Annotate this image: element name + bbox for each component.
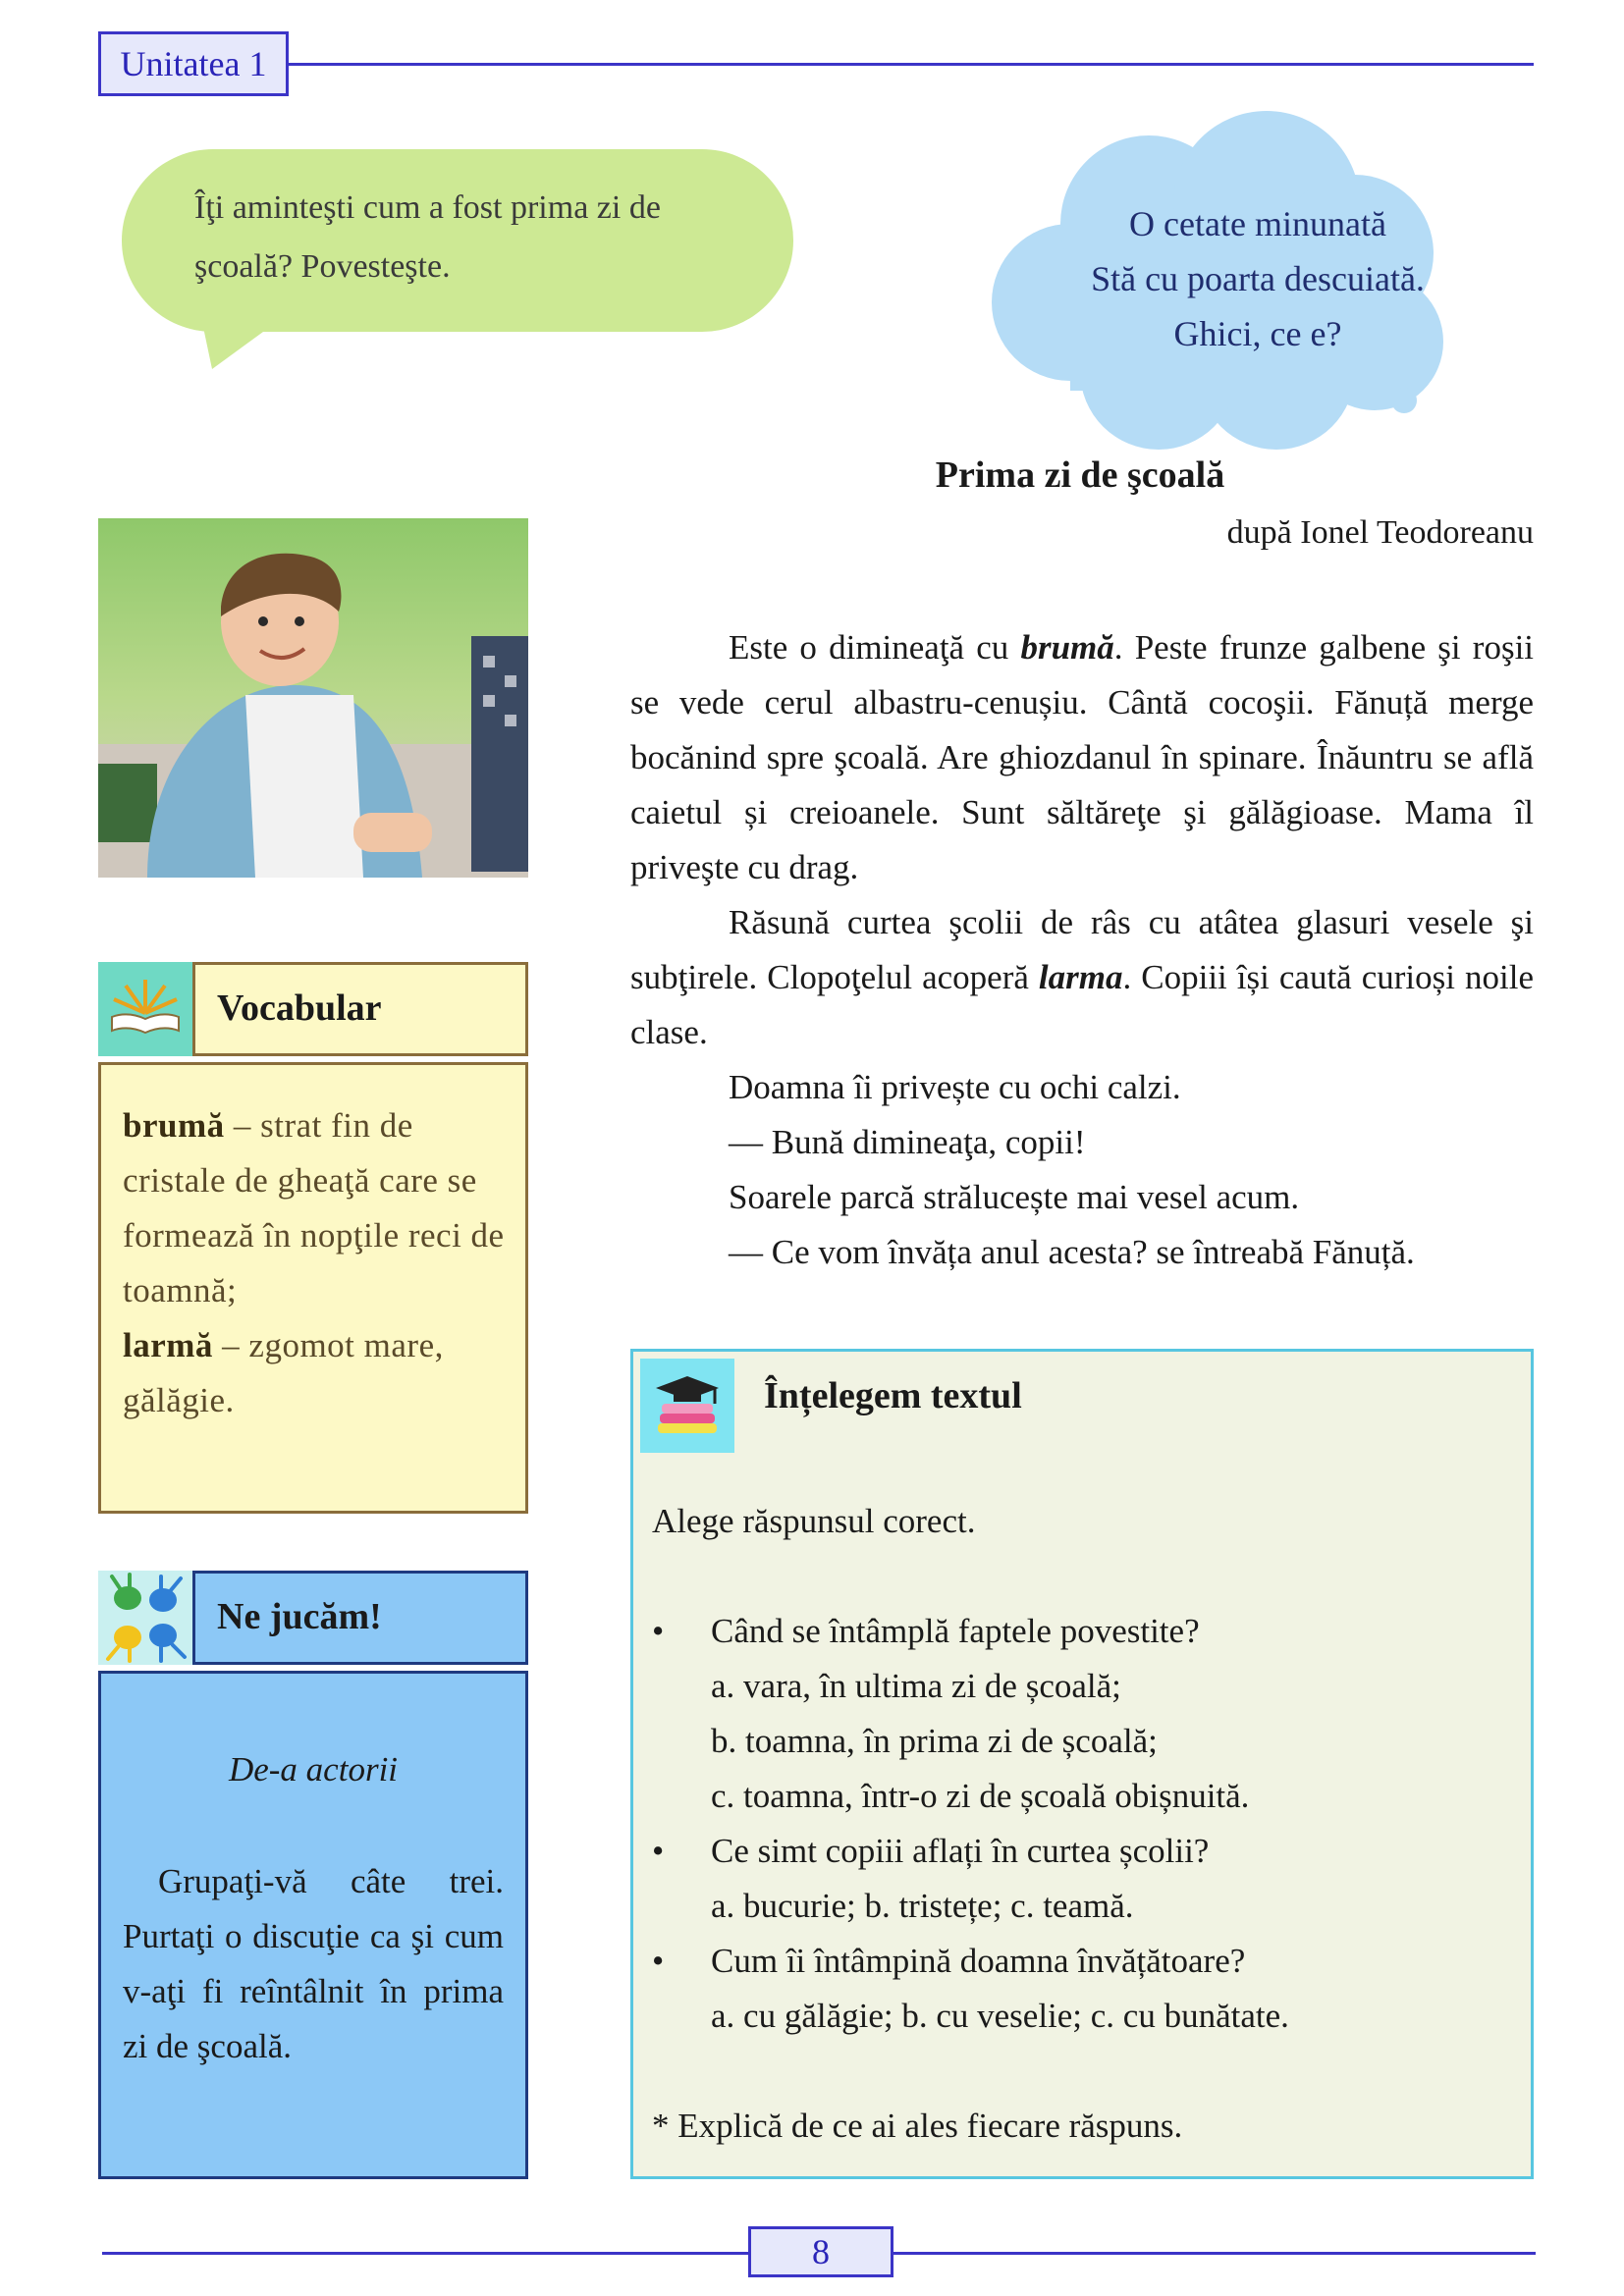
vocab-term-2: larmă xyxy=(123,1326,213,1364)
open-book-icon xyxy=(98,962,192,1056)
comprehension-questions xyxy=(652,1494,1516,2154)
question-1 xyxy=(652,1604,1516,1659)
question-3-options: a. cu gălăgie; b. cu veselie; c. cu bunătate. xyxy=(711,1997,1289,2035)
riddle-line-3: Ghici, ce e? xyxy=(1173,314,1342,353)
riddle-text xyxy=(1027,196,1489,361)
comprehension-instruction: Alege răspunsul corect. xyxy=(652,1502,976,1540)
riddle-line-1: O cetate minunată xyxy=(1129,204,1386,243)
question-1-option-b: b. toamna, în prima zi de școală; xyxy=(711,1722,1158,1760)
header-rule xyxy=(289,63,1534,66)
speech-bubble-text: Îţi aminteşti cum a fost prima zi de şcoală? Povesteşte. xyxy=(194,189,661,285)
vocab-word-larma: larma xyxy=(1038,958,1123,996)
story-p2-end: . Copiii își caută curioși noile clase. xyxy=(630,958,1534,1051)
colored-hands-icon xyxy=(98,1571,192,1665)
vocab-term-1: brumă xyxy=(123,1106,225,1145)
story-author: după Ionel Teodoreanu xyxy=(1226,514,1534,551)
question-1-text: Când se întâmplă faptele povestite? xyxy=(711,1612,1200,1650)
vocab-definition-1: – strat fin de cristale de gheaţă care se formează în nopţile reci de toamnă; xyxy=(123,1106,505,1309)
graduation-cap-books-icon xyxy=(640,1359,734,1453)
story-dialogue-1: — Bună dimineaţa, copii! xyxy=(729,1123,1086,1161)
footer-rule-right xyxy=(893,2252,1536,2255)
vocab-word-bruma: brumă xyxy=(1020,628,1114,667)
story-paragraph-1 xyxy=(630,620,1534,895)
bullet: • xyxy=(652,1612,665,1650)
bullet: • xyxy=(652,1832,665,1870)
story-p2-start: Răsună curtea şcolii de râs cu atâtea glasuri vesele şi subţirele. Clopoţelul acoperă xyxy=(630,903,1534,996)
story-paragraph-2 xyxy=(630,895,1534,1060)
question-3 xyxy=(652,1934,1516,1989)
game-subtitle: De-a actorii xyxy=(228,1750,399,1789)
game-box xyxy=(98,1671,528,2179)
speech-bubble-tail xyxy=(196,294,314,373)
bullet: • xyxy=(652,1942,665,1980)
story-dialogue-2: — Ce vom învăța anul acesta? se întreabă Fănuță. xyxy=(729,1233,1415,1271)
story-title: Prima zi de şcoală xyxy=(935,454,1225,496)
game-title: Ne jucăm! xyxy=(192,1571,528,1665)
question-2-options: a. bucurie; b. tristețe; c. teamă. xyxy=(711,1887,1134,1925)
vocabulary-title: Vocabular xyxy=(192,962,528,1056)
question-1-option-c: c. toamna, într-o zi de școală obișnuită. xyxy=(711,1777,1250,1815)
story-text xyxy=(630,620,1534,1280)
question-2 xyxy=(652,1824,1516,1879)
comprehension-title: Înțelegem textul xyxy=(764,1375,1022,1416)
story-p1-start: Este o dimineaţă cu xyxy=(729,628,1021,667)
question-1-option-a: a. vara, în ultima zi de școală; xyxy=(711,1667,1121,1705)
story-paragraph-3: Doamna îi privește cu ochi calzi. xyxy=(729,1068,1181,1106)
question-3-text: Cum îi întâmpină doamna învățătoare? xyxy=(711,1942,1246,1980)
story-p1-end: . Peste frunze galbene şi roşii se vede cerul albastru-cenușiu. Cântă cocoşii. Fănuță merge bocănind spre şcoală. Are ghiozdanul în spinare. Înăuntru se află caietul și creioanele. Sunt săltăreţe şi gălăgioase. Mama îl priveşte cu drag. xyxy=(630,628,1535,886)
vocabulary-box xyxy=(98,1062,528,1514)
comprehension-note: * Explică de ce ai ales fiecare răspuns. xyxy=(652,2107,1183,2145)
page-number: 8 xyxy=(748,2226,893,2277)
schoolboy-photo xyxy=(98,518,528,878)
unit-label: Unitatea 1 xyxy=(98,31,289,96)
question-2-text: Ce simt copiii aflați în curtea școlii? xyxy=(711,1832,1210,1870)
story-paragraph-4: Soarele parcă strălucește mai vesel acum. xyxy=(729,1178,1300,1216)
footer-rule-left xyxy=(102,2252,748,2255)
game-instructions: Grupaţi-vă câte trei. Purtaţi o discuţie ca şi cum v-aţi fi reîntâlnit în prima zi de şcoală. xyxy=(123,1862,504,2065)
vocab-definition-2: – zgomot mare, gălăgie. xyxy=(123,1326,444,1419)
riddle-line-2: Stă cu poarta descuiată. xyxy=(1091,259,1425,298)
